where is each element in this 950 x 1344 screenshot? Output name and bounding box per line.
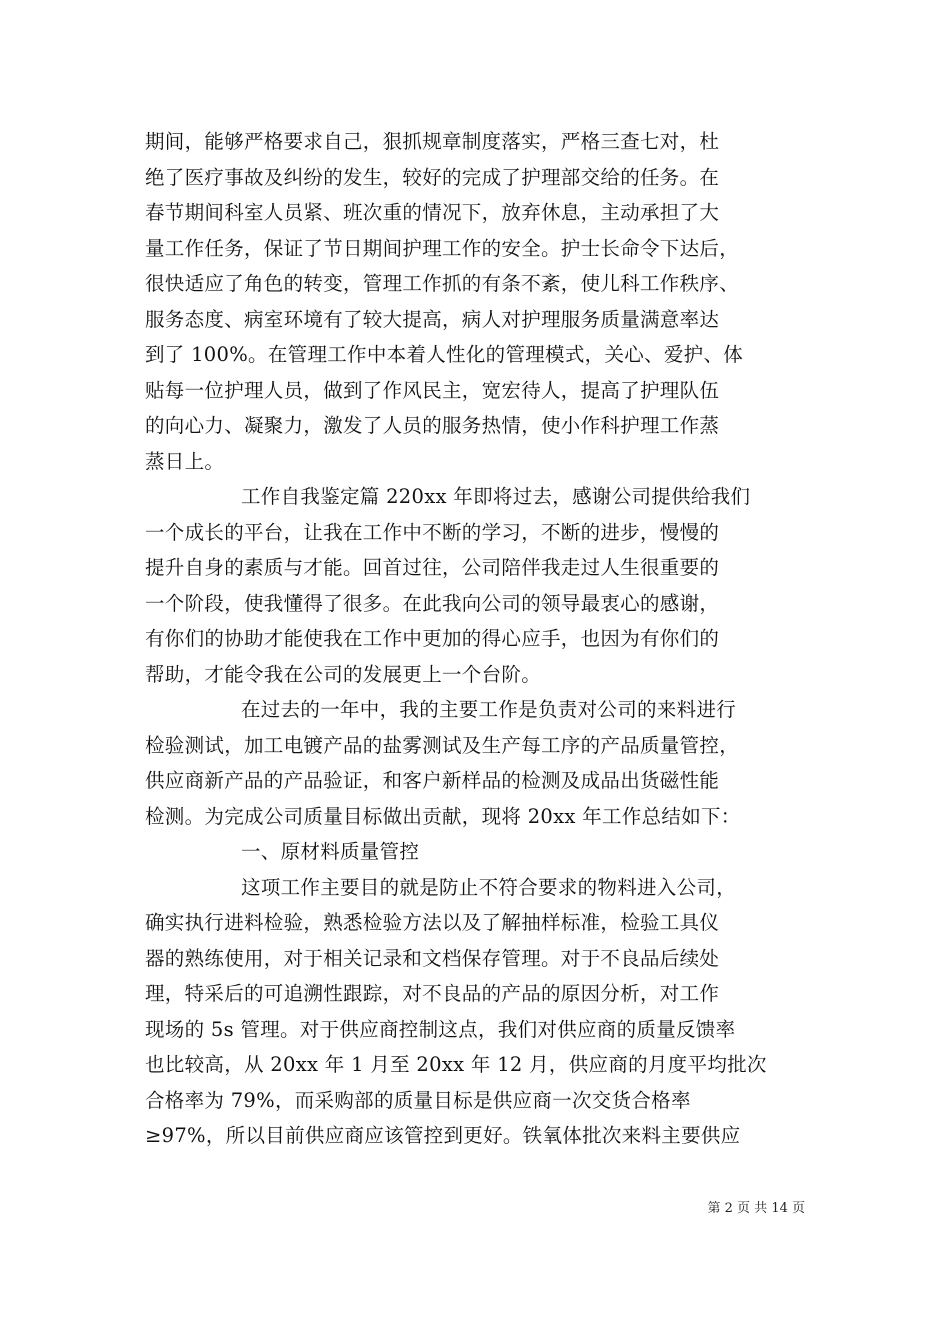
text-line: 服务态度、病室环境有了较大提高，病人对护理服务质量满意率达: [145, 307, 720, 331]
body-text: [145, 124, 805, 1154]
text-line: 期间，能够严格要求自己，狠抓规章制度落实，严格三查七对，杜: [145, 130, 720, 153]
text-line: 确实执行进料检验，熟悉检验方法以及了解抽样标准，检验工具仪: [145, 911, 720, 934]
text-line: 供应商新产品的产品验证，和客户新样品的检测及成品出货磁性能: [145, 769, 720, 792]
text-line: 这项工作主要目的就是防止不符合要求的物料进入公司，: [241, 875, 737, 899]
text-line: 在过去的一年中，我的主要工作是负责对公司的来料进行: [241, 698, 737, 721]
text-line: 春节期间科室人员紧、班次重的情况下，放弃休息，主动承担了大: [145, 201, 720, 224]
text-line: 一个阶段，使我懂得了很多。在此我向公司的领导最衷心的感谢，: [145, 591, 720, 615]
text-line: 现场的 5s 管理。对于供应商控制这点，我们对供应商的质量反馈率: [145, 1017, 736, 1041]
text-line: 帮助，才能令我在公司的发展更上一个台阶。: [145, 662, 542, 686]
text-line: 一个成长的平台，让我在工作中不断的学习，不断的进步，慢慢的: [145, 520, 720, 544]
text-line: 绝了医疗事故及纠纷的发生，较好的完成了护理部交给的任务。在: [145, 165, 720, 189]
text-line: 量工作任务，保证了节日期间护理工作的安全。护士长命令下达后，: [145, 236, 740, 260]
text-line: 贴每一位护理人员，做到了作风民主，宽宏待人，提高了护理队伍: [145, 378, 720, 402]
text-line: 一、原材料质量管控: [241, 840, 420, 863]
text-line: 很快适应了角色的转变，管理工作抓的有条不紊，使儿科工作秩序、: [145, 272, 740, 295]
text-line: 提升自身的素质与才能。回首过往，公司陪伴我走过人生很重要的: [145, 556, 720, 579]
text-line: ≥97%，所以目前供应商应该管控到更好。铁氧体批次来料主要供应: [145, 1124, 741, 1147]
page-number-footer: 第 2 页 共 14 页: [707, 1201, 805, 1216]
text-line: 蒸日上。: [145, 449, 225, 473]
text-line: 合格率为 79%，而采购部的质量目标是供应商一次交货合格率: [145, 1088, 691, 1112]
text-line: 有你们的协助才能使我在工作中更加的得心应手，也因为有你们的: [145, 627, 720, 650]
text-line: 也比较高，从 20xx 年 1 月至 20xx 年 12 月，供应商的月度平均批次: [145, 1053, 767, 1076]
text-line: 到了 100%。在管理工作中本着人性化的管理模式，关心、爱护、体: [145, 343, 744, 366]
text-line: 检测。为完成公司质量目标做出贡献，现将 20xx 年工作总结如下：: [145, 804, 741, 828]
text-line: 的向心力、凝聚力，激发了人员的服务热情，使小作科护理工作蒸: [145, 414, 720, 437]
text-line: 器的熟练使用，对于相关记录和文档保存管理。对于不良品后续处: [145, 946, 720, 970]
text-line: 工作自我鉴定篇 220xx 年即将过去，感谢公司提供给我们: [241, 485, 751, 508]
text-line: 理，特采后的可追溯性跟踪，对不良品的产品的原因分析，对工作: [145, 982, 720, 1005]
text-line: 检验测试，加工电镀产品的盐雾测试及生产每工序的产品质量管控，: [145, 733, 740, 757]
